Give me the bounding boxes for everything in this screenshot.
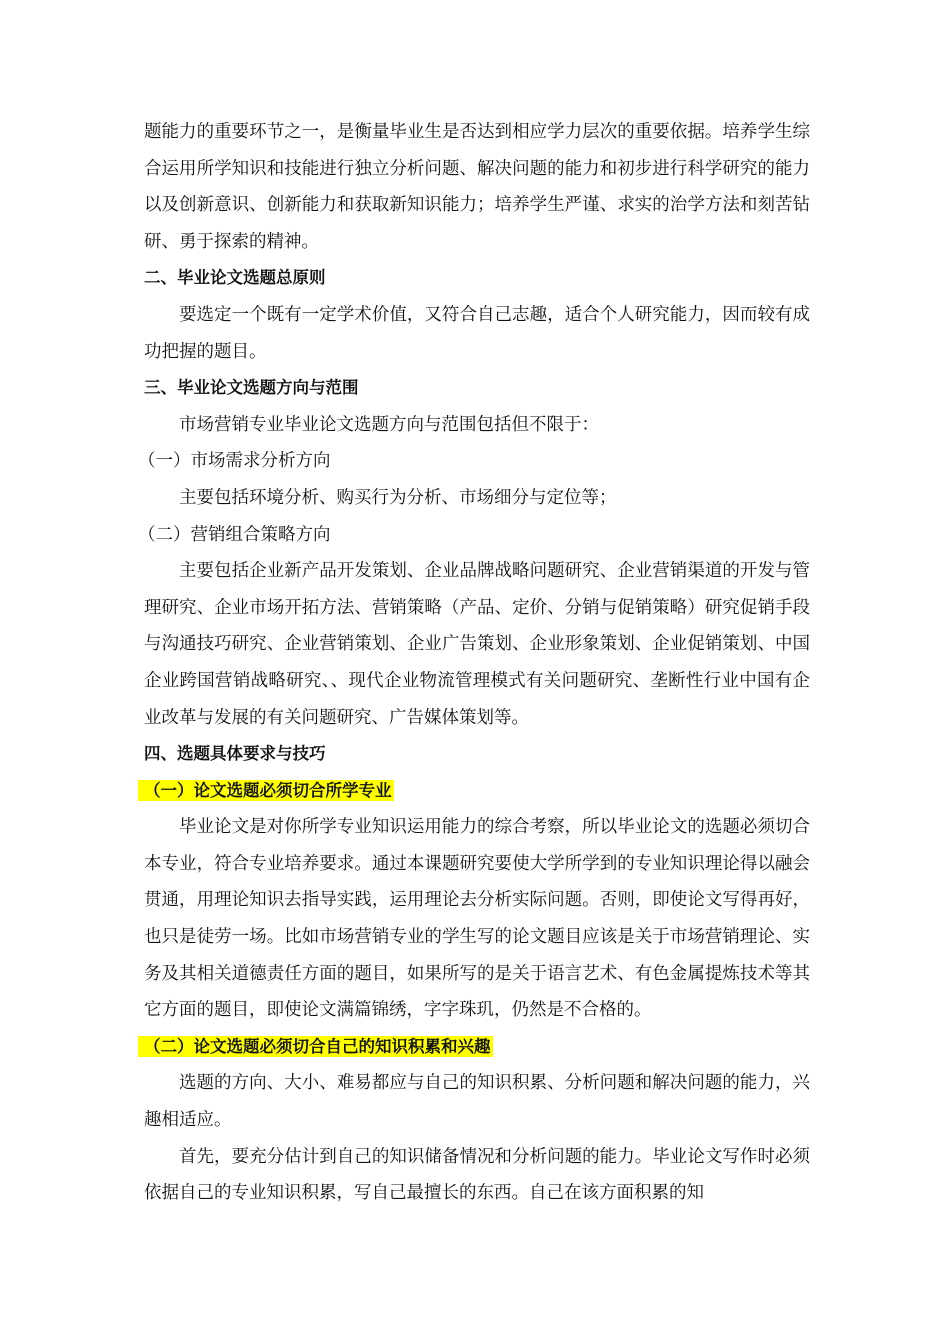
section-2-body: 要选定一个既有一定学术价值，又符合自己志趣，适合个人研究能力，因而较有成功把握的题目。 <box>144 304 810 362</box>
section-3-subheading-1: （一）市场需求分析方向 <box>138 451 331 472</box>
section-4-subheading-2: （二）论文选题必须切合自己的知识积累和兴趣 <box>138 1036 493 1057</box>
section-4-subheading-1: （一）论文选题必须切合所学专业 <box>138 780 394 801</box>
section-3-subheading-2-body: 主要包括企业新产品开发策划、企业品牌战略问题研究、企业营销渠道的开发与管理研究、企业市场开拓方法、营销策略（产品、定价、分销与促销策略）研究促销手段与沟通技巧研究、企业营销策划、企业广告策划、企业形象策划、企业促销策划、中国企业跨国营销战略研究、、现代企业物流管理模式有关问题研究、垄断性行业中国有企业改革与发展的有关问题研究、广告媒体策划等。 <box>144 561 810 728</box>
intro-paragraph: 题能力的重要环节之一，是衡量毕业生是否达到相应学力层次的重要依据。培养学生综合运用所学知识和技能进行独立分析问题、解决问题的能力和初步进行科学研究的能力以及创新意识、创新能力和获取新知识能力；培养学生严谨、求实的治学方法和刻苦钻研、勇于探索的精神。 <box>144 122 810 252</box>
section-2-heading: 二、毕业论文选题总原则 <box>144 268 326 288</box>
section-4-subheading-1-body: 毕业论文是对你所学专业知识运用能力的综合考察，所以毕业论文的选题必须切合本专业，符合专业培养要求。通过本课题研究要使大学所学到的专业知识理论得以融会贯通，用理论知识去指导实践，运用理论去分析实际问题。否则，即使论文写得再好，也只是徒劳一场。比如市场营销专业的学生写的论文题目应该是关于市场营销理论、实务及其相关道德责任方面的题目，如果所写的是关于语言艺术、有色金属提炼技术等其它方面的题目，即使论文满篇锦绣，字字珠玑，仍然是不合格的。 <box>144 817 810 1021</box>
section-3-subheading-1-body: 主要包括环境分析、购买行为分析、市场细分与定位等； <box>179 487 617 508</box>
section-3-subheading-2: （二）营销组合策略方向 <box>138 524 331 545</box>
section-4-heading: 四、选题具体要求与技巧 <box>144 744 326 764</box>
section-3-heading: 三、毕业论文选题方向与范围 <box>144 378 359 398</box>
section-4-subheading-2-body-2: 首先，要充分估计到自己的知识储备情况和分析问题的能力。毕业论文写作时必须依据自己的专业知识积累，写自己最擅长的东西。自己在该方面积累的知 <box>144 1146 810 1204</box>
document-page <box>138 114 810 1212</box>
section-3-body: 市场营销专业毕业论文选题方向与范围包括但不限于： <box>179 414 599 435</box>
section-4-subheading-1-row <box>138 773 810 810</box>
section-4-subheading-2-row <box>138 1029 810 1066</box>
section-4-subheading-2-body-1: 选题的方向、大小、难易都应与自己的知识积累、分析问题和解决问题的能力，兴趣相适应。 <box>144 1073 810 1131</box>
